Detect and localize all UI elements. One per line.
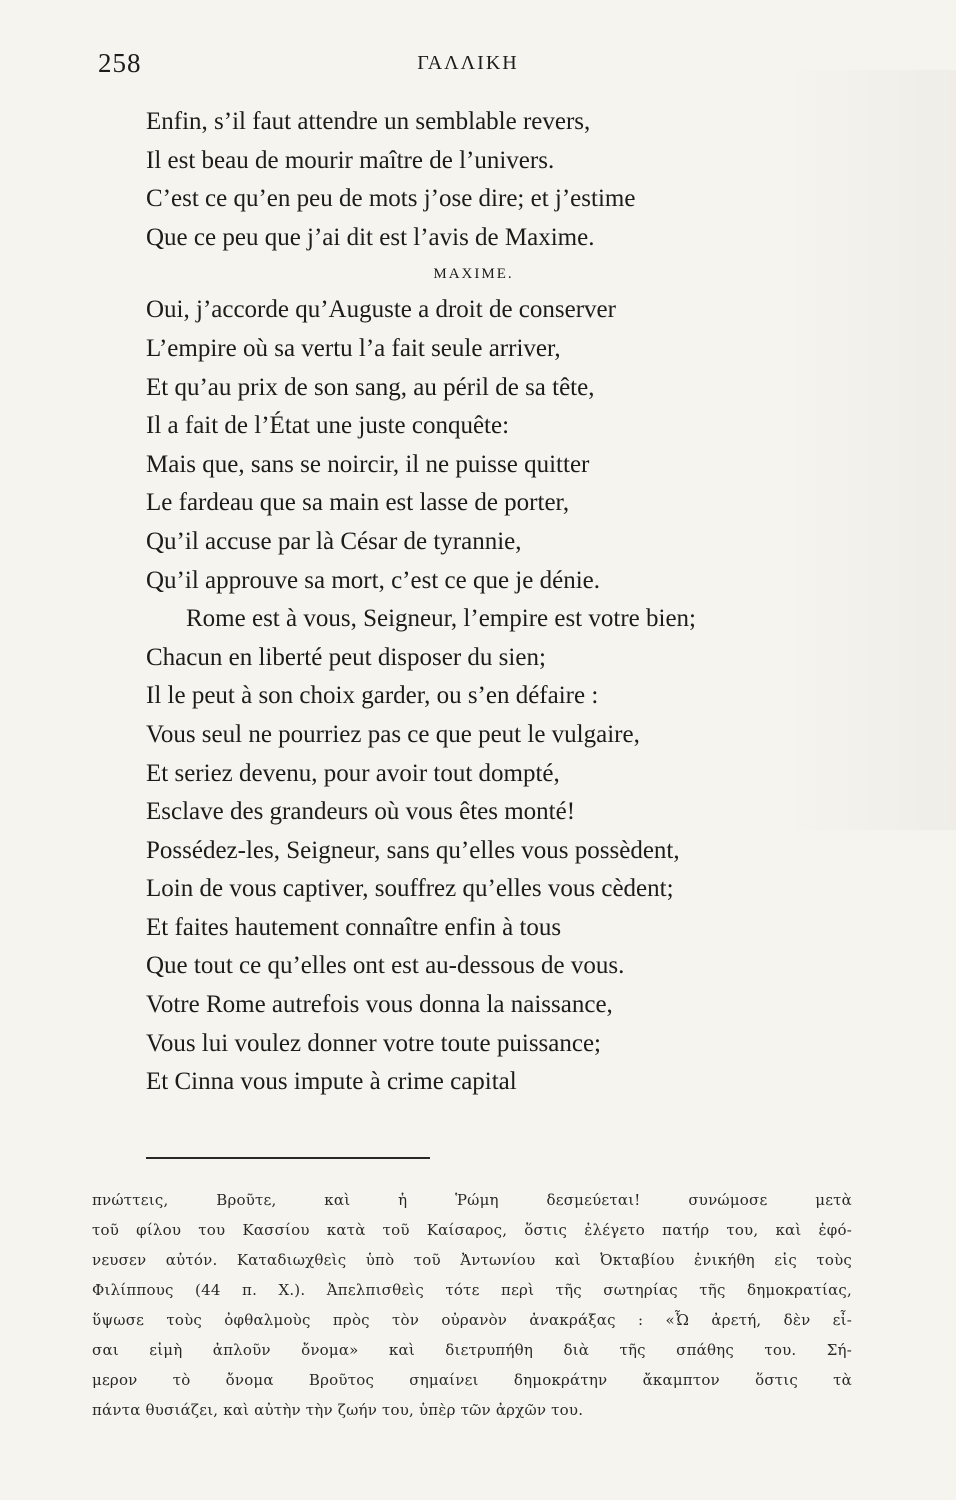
verse-line: L’empire où sa vertu l’a fait seule arriver, (146, 334, 561, 362)
running-title: ΓΑΛΛΙΚΗ (417, 52, 519, 74)
verse-line: Esclave des grandeurs où vous êtes monté! (146, 798, 576, 826)
footnote-line: τοῦ φίλου του Κασσίου κατὰ τοῦ Καίσαρος, ὅστις ἐλέγετο πατήρ του, καὶ ἐφό- (92, 1221, 852, 1239)
page-number: 258 (98, 48, 142, 78)
footnote-line: πνώττεις, Βροῦτε, καὶ ἡ Ῥώμη δεσμεύεται! συνώμοσε μετὰ (92, 1191, 852, 1209)
verse-line: Que tout ce qu’elles ont est au-dessous de vous. (146, 952, 625, 980)
footnote-line: πάντα θυσιάζει, καὶ αὐτὴν τὴν ζωήν του, ὑπὲρ τῶν ἀρχῶν του. (92, 1401, 584, 1419)
verse-line: Et qu’au prix de son sang, au péril de sa tête, (146, 373, 595, 401)
footnote-divider (146, 1157, 430, 1159)
footnote-line: ὕψωσε τοὺς ὀφθαλμοὺς πρὸς τὸν οὐρανὸν ἀνακράξας : «Ὦ ἀρετή, δὲν εἶ- (92, 1311, 852, 1329)
verse-line: Loin de vous captiver, souffrez qu’elles vous cèdent; (146, 875, 674, 903)
verse-line: Que ce peu que j’ai dit est l’avis de Maxime. (146, 223, 595, 251)
verse-line: Qu’il approuve sa mort, c’est ce que je dénie. (146, 566, 600, 594)
verse-line: Il a fait de l’État une juste conquête: (146, 412, 510, 440)
verse-line: Il est beau de mourir maître de l’univers. (146, 146, 555, 174)
verse-line: Oui, j’accorde qu’Auguste a droit de conserver (146, 296, 616, 324)
footnote-line: Φιλίππους (44 π. Χ.). Ἀπελπισθεὶς τότε περὶ τῆς σωτηρίας τῆς δημοκρατίας, (92, 1281, 852, 1299)
running-head (98, 48, 838, 88)
verse-line: Enfin, s’il faut attendre un semblable revers, (146, 108, 591, 135)
verse-line: C’est ce qu’en peu de mots j’ose dire; et j’estime (146, 185, 636, 213)
footnote-line: μερον τὸ ὄνομα Βροῦτος σημαίνει δημοκράτην ἄκαμπτον ὅστις τὰ (92, 1371, 852, 1389)
verse-line: Et faites hautement connaître enfin à tous (146, 913, 562, 941)
verse-line: Il le peut à son choix garder, ou s’en défaire : (146, 682, 599, 710)
verse-line: Possédez-les, Seigneur, sans qu’elles vous possèdent, (146, 836, 680, 864)
verse-text (146, 103, 846, 1102)
footnote-line: νευσεν αὐτόν. Καταδιωχθεὶς ὑπὸ τοῦ Ἀντωνίου καὶ Ὀκταβίου ἐνικήθη εἰς τοὺς (92, 1251, 852, 1269)
verse-line: Qu’il accuse par là César de tyrannie, (146, 527, 522, 555)
verse-line: Vous lui voulez donner votre toute puissance; (146, 1029, 602, 1057)
verse-line: Le fardeau que sa main est lasse de porter, (146, 489, 570, 517)
verse-line: Votre Rome autrefois vous donna la naissance, (146, 991, 613, 1019)
verse-line: Chacun en liberté peut disposer du sien; (146, 643, 546, 671)
verse-line-indented: Rome est à vous, Seigneur, l’empire est votre bien; (186, 605, 696, 633)
speaker-name: MAXIME. (433, 266, 514, 283)
verse-line: Mais que, sans se noircir, il ne puisse quitter (146, 450, 590, 478)
footnote (92, 1185, 852, 1425)
verse-line: Vous seul ne pourriez pas ce que peut le vulgaire, (146, 720, 640, 748)
verse-line: Et seriez devenu, pour avoir tout dompté, (146, 759, 560, 787)
footnote-line: σαι εἰμὴ ἀπλοῦν ὄνομα» καὶ διετρυπήθη διὰ τῆς σπάθης του. Σή- (92, 1341, 852, 1359)
verse-line: Et Cinna vous impute à crime capital (146, 1068, 517, 1096)
